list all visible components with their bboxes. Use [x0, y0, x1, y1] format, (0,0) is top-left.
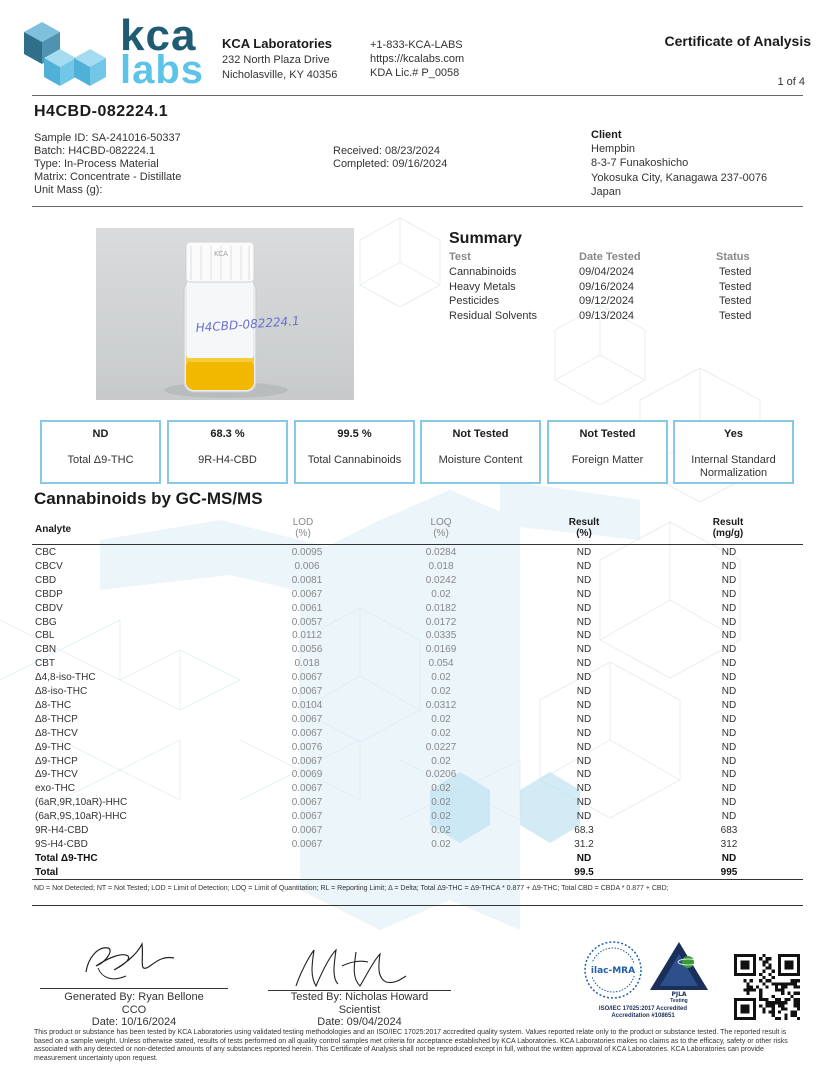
- table-row: [34, 657, 801, 671]
- summary-status: Tested: [719, 266, 752, 278]
- result-mgg-cell: ND: [721, 797, 737, 809]
- lod-cell: 0.018: [294, 658, 320, 670]
- analyte-cell: CBL: [35, 630, 55, 642]
- table-row: [34, 574, 801, 588]
- result-pct-cell: ND: [576, 852, 592, 864]
- loq-cell: 0.0227: [425, 741, 457, 753]
- table-bottom-divider: [32, 879, 803, 880]
- table-row: [34, 560, 801, 574]
- result-mgg-cell: ND: [721, 616, 737, 628]
- pjla-testing: Testing: [670, 998, 688, 1004]
- result-pct-cell: ND: [576, 699, 592, 711]
- analyte-cell: CBDV: [35, 602, 63, 614]
- generated-by: Generated By: Ryan Bellone: [64, 991, 204, 1003]
- summary-test: Cannabinoids: [449, 266, 517, 278]
- result-mgg-cell: ND: [721, 574, 737, 586]
- result-mgg-cell: ND: [721, 713, 737, 725]
- result-box-foreign-matter: [547, 420, 668, 484]
- lab-name: KCA Laboratories: [222, 36, 333, 51]
- analyte-cell: Δ9-THCP: [35, 755, 78, 767]
- table-row: [34, 713, 801, 727]
- result-box-internal-standard: [673, 420, 794, 484]
- result-pct-cell: ND: [576, 574, 592, 586]
- summary-test: Heavy Metals: [449, 281, 516, 293]
- result-pct-cell: ND: [576, 560, 592, 572]
- summary-date: 09/13/2024: [579, 310, 635, 322]
- analyte-cell: Δ8-THCP: [35, 713, 78, 725]
- result-mgg-cell: ND: [721, 769, 737, 781]
- loq-cell: 0.0182: [425, 602, 457, 614]
- result-box-label: 9R-H4-CBD: [198, 454, 257, 466]
- received-date: Received: 08/23/2024: [333, 145, 441, 157]
- table-row: [34, 796, 801, 810]
- analyte-cell: (6aR,9S,10aR)-HHC: [35, 811, 127, 823]
- result-mgg-cell: ND: [721, 727, 737, 739]
- lod-cell: 0.0067: [291, 727, 323, 739]
- result-mgg-cell: ND: [721, 672, 737, 684]
- result-box-moisture: [420, 420, 541, 484]
- signature-line-generated: [40, 988, 228, 989]
- col-header-lod-name: LOD: [292, 517, 314, 528]
- table-row: [34, 824, 801, 838]
- result-pct-cell: ND: [576, 686, 592, 697]
- analyte-cell: exo-THC: [35, 783, 76, 795]
- result-mgg-cell: ND: [721, 560, 737, 572]
- col-header-loq: [421, 517, 461, 539]
- loq-cell: 0.02: [431, 838, 451, 850]
- table-row: [34, 727, 801, 741]
- sample-unit-mass: Unit Mass (g):: [34, 184, 103, 196]
- analyte-cell: 9R-H4-CBD: [35, 825, 89, 836]
- summary-header-test: Test: [449, 251, 471, 263]
- loq-cell: 0.02: [431, 727, 451, 739]
- result-pct-cell: ND: [576, 644, 592, 656]
- result-box-9r-h4-cbd: [167, 420, 288, 484]
- logo-labs-text: labs: [120, 48, 205, 92]
- loq-cell: 0.02: [431, 755, 451, 767]
- table-row: [34, 671, 801, 685]
- result-pct-cell: ND: [576, 630, 592, 642]
- lod-cell: 0.0069: [291, 769, 323, 781]
- lod-cell: 0.0067: [291, 783, 323, 795]
- table-row: [34, 699, 801, 713]
- sample-batch: Batch: H4CBD-082224.1: [34, 145, 156, 157]
- kca-logo-cubes: [22, 20, 114, 90]
- col-header-result-mgg: [703, 517, 753, 539]
- table-row: [34, 755, 801, 769]
- tested-by: Tested By: Nicholas Howard: [290, 991, 429, 1003]
- signature-ryan-bellone: [78, 938, 183, 988]
- summary-date: 09/04/2024: [579, 266, 635, 278]
- sample-photo: [96, 228, 354, 400]
- sample-vial-illustration: [96, 228, 354, 400]
- loq-cell: 0.054: [428, 658, 454, 670]
- table-total-row: [34, 866, 801, 880]
- result-box-label: Total Δ9-THC: [67, 454, 134, 466]
- loq-cell: 0.0172: [425, 616, 457, 628]
- col-header-result-mgg-name: Result: [712, 517, 744, 528]
- loq-cell: 0.02: [431, 783, 451, 795]
- table-row: [34, 768, 801, 782]
- loq-cell: 0.02: [431, 672, 451, 684]
- analyte-cell: CBG: [35, 616, 57, 628]
- sample-id: Sample ID: SA-241016-50337: [34, 132, 181, 144]
- col-header-lod: [283, 517, 323, 539]
- result-pct-cell: ND: [576, 783, 592, 795]
- qr-code[interactable]: [734, 954, 800, 1020]
- lod-cell: 0.0067: [291, 686, 323, 697]
- lod-cell: 0.0067: [291, 588, 323, 600]
- analyte-cell: Δ8-THCV: [35, 727, 78, 739]
- lod-cell: 0.0056: [291, 644, 323, 656]
- pjla-logo: [648, 940, 710, 998]
- result-box-value: ND: [92, 428, 109, 440]
- table-row: [34, 685, 801, 699]
- result-pct-cell: ND: [576, 547, 592, 558]
- table-row: [34, 643, 801, 657]
- result-mgg-cell: 995: [720, 866, 738, 878]
- analyte-cell: Δ9-THC: [35, 741, 72, 753]
- loq-cell: 0.0169: [425, 644, 457, 656]
- result-pct-cell: ND: [576, 769, 592, 781]
- result-pct-cell: ND: [576, 727, 592, 739]
- result-pct-cell: 68.3: [574, 825, 594, 836]
- tested-by-role: Scientist: [338, 1004, 381, 1016]
- table-row: [34, 741, 801, 755]
- header-divider: [32, 95, 803, 96]
- lab-website[interactable]: https://kcalabs.com: [370, 53, 465, 65]
- table-row: [34, 810, 801, 824]
- col-header-result-pct-unit: (%): [576, 528, 592, 539]
- result-mgg-cell: ND: [721, 755, 737, 767]
- result-mgg-cell: ND: [721, 686, 737, 697]
- result-pct-cell: ND: [576, 811, 592, 823]
- lod-cell: 0.0057: [291, 616, 323, 628]
- table-row: [34, 782, 801, 796]
- lod-cell: 0.0067: [291, 811, 323, 823]
- client-name: Hempbin: [591, 143, 636, 155]
- result-mgg-cell: ND: [721, 852, 737, 864]
- table-row: [34, 546, 801, 560]
- loq-cell: 0.02: [431, 713, 451, 725]
- analyte-cell: CBD: [35, 574, 57, 586]
- result-pct-cell: ND: [576, 658, 592, 670]
- analyte-cell: CBCV: [35, 560, 63, 572]
- generated-date: Date: 10/16/2024: [91, 1016, 177, 1028]
- result-pct-cell: ND: [576, 588, 592, 600]
- info-divider: [32, 206, 803, 207]
- table-row: [34, 588, 801, 602]
- result-box-total-d9-thc: [40, 420, 161, 484]
- result-box-label-line1: Internal Standard: [691, 454, 776, 466]
- summary-test: Residual Solvents: [449, 310, 538, 322]
- result-mgg-cell: ND: [721, 602, 737, 614]
- result-pct-cell: 99.5: [574, 866, 594, 878]
- client-address-line3: Japan: [591, 186, 621, 198]
- loq-cell: 0.0206: [425, 769, 457, 781]
- client-heading: Client: [591, 129, 622, 141]
- loq-cell: 0.02: [431, 811, 451, 823]
- document-title: Certificate of Analysis: [664, 33, 811, 49]
- result-mgg-cell: 312: [720, 838, 738, 850]
- result-mgg-cell: ND: [721, 630, 737, 642]
- lod-cell: 0.0067: [291, 755, 323, 767]
- loq-cell: 0.0335: [425, 630, 457, 642]
- summary-header-status: Status: [716, 251, 750, 263]
- result-box-label: Total Cannabinoids: [307, 454, 402, 466]
- analyte-cell: Total: [35, 866, 59, 878]
- loq-cell: 0.0242: [425, 574, 457, 586]
- lab-address-line2: Nicholasville, KY 40356: [222, 69, 338, 81]
- col-header-loq-unit: (%): [433, 528, 449, 539]
- col-header-result-pct-name: Result: [568, 517, 600, 528]
- summary-title: Summary: [449, 230, 522, 247]
- result-mgg-cell: ND: [721, 644, 737, 656]
- lod-cell: 0.0112: [292, 630, 322, 642]
- footnote-divider: [32, 905, 803, 906]
- lod-cell: 0.006: [294, 560, 320, 572]
- sample-type: Type: In-Process Material: [34, 158, 159, 170]
- analyte-cell: CBT: [35, 658, 55, 670]
- loq-cell: 0.02: [431, 588, 451, 600]
- pjla-text: PJLA: [671, 991, 687, 998]
- lod-cell: 0.0067: [291, 672, 323, 684]
- page-number: 1 of 4: [777, 76, 805, 88]
- result-box-label: [675, 454, 792, 480]
- result-box-label: Moisture Content: [438, 454, 523, 466]
- result-mgg-cell: ND: [721, 699, 737, 711]
- lod-cell: 0.0076: [291, 741, 323, 753]
- analyte-cell: CBN: [35, 644, 57, 656]
- loq-cell: 0.0284: [425, 547, 457, 558]
- loq-cell: 0.02: [431, 797, 451, 809]
- signature-nicholas-howard: [290, 946, 410, 992]
- analyte-cell: Total Δ9-THC: [35, 852, 98, 864]
- analyte-cell: Δ8-THC: [35, 699, 72, 711]
- table-row: [34, 602, 801, 616]
- lod-cell: 0.0061: [291, 602, 323, 614]
- summary-date: 09/12/2024: [579, 295, 635, 307]
- result-box-total-cannabinoids: [294, 420, 415, 484]
- col-header-lod-unit: (%): [295, 528, 311, 539]
- summary-header-date: Date Tested: [579, 251, 641, 263]
- lab-license: KDA Lic.# P_0058: [370, 67, 460, 79]
- analyte-cell: 9S-H4-CBD: [35, 838, 88, 850]
- col-header-loq-name: LOQ: [430, 517, 452, 528]
- completed-date: Completed: 09/16/2024: [333, 158, 448, 170]
- result-pct-cell: ND: [576, 602, 592, 614]
- sample-title: H4CBD-082224.1: [34, 103, 169, 120]
- col-header-result-mgg-unit: (mg/g): [712, 528, 744, 539]
- analyte-cell: CBC: [35, 547, 57, 558]
- table-total-row: [34, 852, 801, 866]
- loq-cell: 0.0312: [425, 699, 457, 711]
- ilac-mra-logo: [582, 940, 644, 1000]
- result-pct-cell: ND: [576, 741, 592, 753]
- col-header-analyte: Analyte: [35, 524, 72, 535]
- lod-cell: 0.0095: [291, 547, 323, 558]
- table-header-divider: [32, 544, 803, 545]
- client-address-line1: 8-3-7 Funakoshicho: [591, 157, 689, 169]
- lod-cell: 0.0104: [291, 699, 323, 711]
- result-mgg-cell: ND: [721, 741, 737, 753]
- result-box-value: 99.5 %: [337, 428, 372, 440]
- tested-date: Date: 09/04/2024: [317, 1016, 402, 1028]
- analyte-cell: CBDP: [35, 588, 63, 600]
- table-row: [34, 616, 801, 630]
- generated-by-role: CCO: [121, 1004, 147, 1016]
- result-box-value: Not Tested: [579, 428, 636, 440]
- client-address-line2: Yokosuka City, Kanagawa 237-0076: [591, 172, 768, 184]
- result-box-label-line2: Normalization: [699, 467, 768, 479]
- result-box-value: Yes: [724, 428, 743, 440]
- lod-cell: 0.0081: [291, 574, 323, 586]
- result-pct-cell: ND: [576, 755, 592, 767]
- summary-date: 09/16/2024: [579, 281, 635, 293]
- result-mgg-cell: ND: [721, 783, 737, 795]
- summary-status: Tested: [719, 281, 752, 293]
- lab-address-line1: 232 North Plaza Drive: [222, 54, 330, 66]
- sample-matrix: Matrix: Concentrate - Distillate: [34, 171, 182, 183]
- analyte-cell: Δ8-iso-THC: [35, 686, 88, 697]
- col-header-result-pct: [564, 517, 604, 539]
- result-box-label: Foreign Matter: [571, 454, 644, 466]
- result-box-value: 68.3 %: [210, 428, 245, 440]
- result-mgg-cell: ND: [721, 658, 737, 670]
- logo-kca-text: kca: [120, 11, 197, 60]
- ilac-mra-text: ilac-MRA: [590, 966, 636, 976]
- summary-status: Tested: [719, 295, 752, 307]
- lod-cell: 0.0067: [291, 713, 323, 725]
- iso-accreditation-line2: Accreditation #108651: [611, 1013, 675, 1019]
- result-pct-cell: 31.2: [574, 838, 594, 850]
- cap-text: KCA: [214, 250, 228, 258]
- table-footnote: ND = Not Detected; NT = Not Tested; LOD = Limit of Detection; LOQ = Limit of Quantitation; RL = Reporting Limit; Δ = Delta; Total Δ9-THC = Δ9-THCA * 0.877 + Δ9-THC; Total CBD = CBDA * 0.877 + CBD;: [34, 885, 669, 892]
- lab-phone: +1-833-KCA-LABS: [370, 39, 463, 51]
- table-row: [34, 838, 801, 852]
- result-pct-cell: ND: [576, 797, 592, 809]
- result-mgg-cell: ND: [721, 547, 737, 558]
- table-row: [34, 629, 801, 643]
- result-mgg-cell: 683: [720, 825, 738, 836]
- result-pct-cell: ND: [576, 616, 592, 628]
- loq-cell: 0.02: [431, 825, 451, 836]
- analyte-cell: (6aR,9R,10aR)-HHC: [35, 797, 128, 809]
- lod-cell: 0.0067: [291, 825, 323, 836]
- iso-accreditation-line1: ISO/IEC 17025:2017 Accredited: [598, 1006, 688, 1012]
- vial-handwritten-label: H4CBD-082224.1: [195, 313, 301, 335]
- lod-cell: 0.0067: [291, 838, 323, 850]
- loq-cell: 0.018: [428, 560, 454, 572]
- analyte-cell: Δ9-THCV: [35, 769, 78, 781]
- lod-cell: 0.0067: [291, 797, 323, 809]
- result-pct-cell: ND: [576, 672, 592, 684]
- cannabinoids-section-title: Cannabinoids by GC-MS/MS: [34, 489, 263, 508]
- summary-test: Pesticides: [449, 295, 500, 307]
- result-mgg-cell: ND: [721, 811, 737, 823]
- summary-status: Tested: [719, 310, 752, 322]
- result-box-value: Not Tested: [452, 428, 509, 440]
- result-mgg-cell: ND: [721, 588, 737, 600]
- loq-cell: 0.02: [431, 686, 451, 697]
- legal-disclaimer: This product or substance has been tested by KCA Laboratories using validated testing methodologies and an ISO/IEC 17025:2017 accredited quality system. Values reported relate only to the product or substance tested. The reported result is based on a sample weight. Unless otherwise stated, results of tests performed on all quality control samples met criteria for acceptance established by KCA Laboratories. KCA Laboratories makes no claims as to the efficacy, safety or other risks associated with any detected or non-detected amounts of any substances reported herein. This Certificate of Analysis shall not be reproduced except in full, without the written approval of KCA Laboratories. KCA Laboratories can provide measurement uncertainty upon request.: [34, 1029, 788, 1062]
- result-pct-cell: ND: [576, 713, 592, 725]
- analyte-cell: Δ4,8-iso-THC: [35, 672, 96, 684]
